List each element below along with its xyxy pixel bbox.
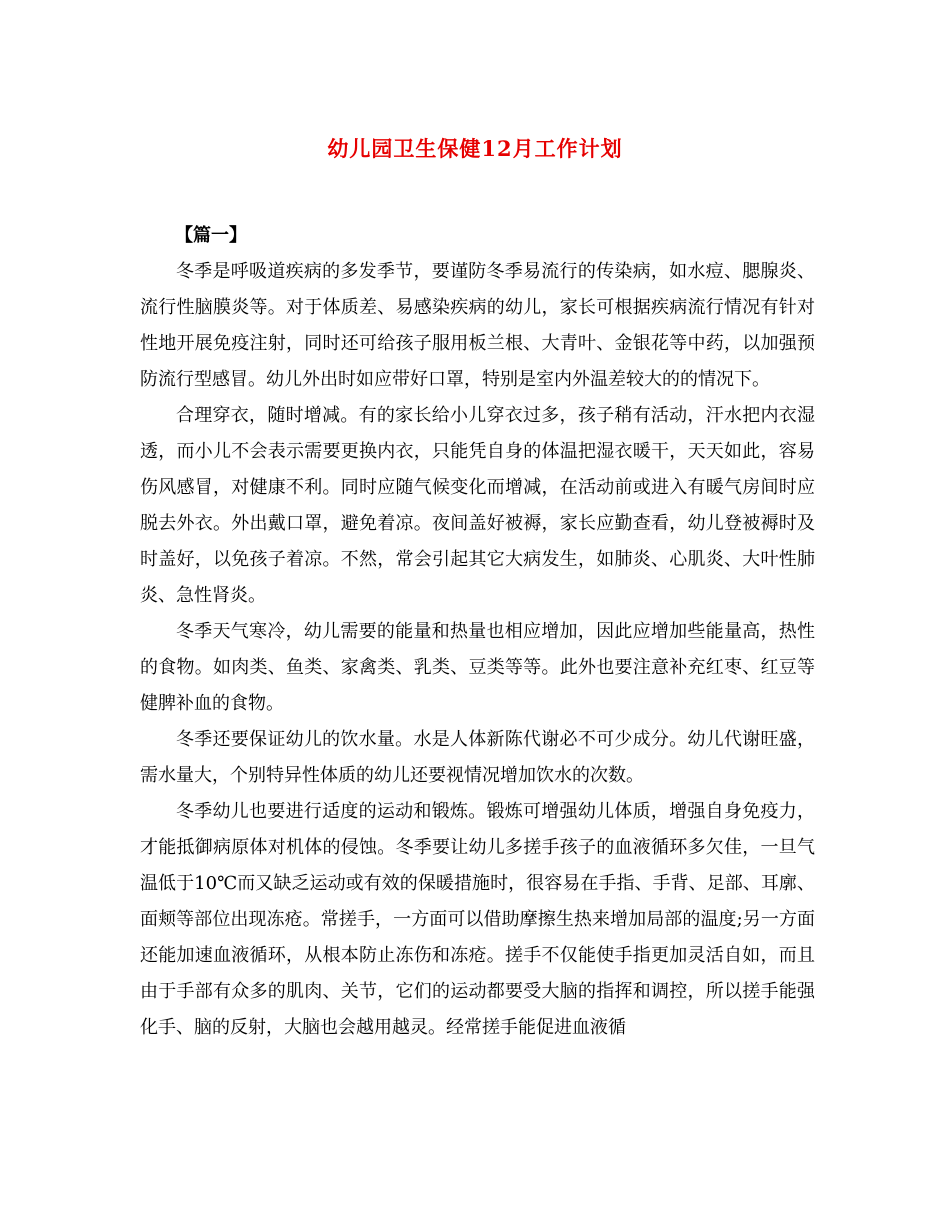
paragraph-3: 冬季天气寒冷，幼儿需要的能量和热量也相应增加，因此应增加些能量高，热性的食物。如肉类、鱼类、家禽类、乳类、豆类等等。此外也要注意补充红枣、红豆等健脾补血的食物。 [140, 621, 815, 714]
document-body [140, 218, 815, 1046]
paragraph-4: 冬季还要保证幼儿的饮水量。水是人体新陈代谢必不可少成分。幼儿代谢旺盛，需水量大，个别特异性体质的幼儿还要视情况增加饮水的次数。 [140, 729, 815, 786]
paragraph-1: 冬季是呼吸道疾病的多发季节，要谨防冬季易流行的传染病，如水痘、腮腺炎、流行性脑膜炎等。对于体质差、易感染疾病的幼儿，家长可根据疾病流行情况有针对性地开展免疫注射，同时还可给孩子服用板兰根、大青叶、金银花等中药，以加强预防流行型感冒。幼儿外出时如应带好口罩，特别是室内外温差较大的的情况下。 [140, 261, 815, 390]
paragraph-2: 合理穿衣，随时增减。有的家长给小儿穿衣过多，孩子稍有活动，汗水把内衣湿透，而小儿不会表示需要更换内衣，只能凭自身的体温把湿衣暖干，天天如此，容易伤风感冒，对健康不利。同时应随气候变化而增减，在活动前或进入有暖气房间时应脱去外衣。外出戴口罩，避免着凉。夜间盖好被褥，家长应勤查看，幼儿登被褥时及时盖好，以免孩子着凉。不然，常会引起其它大病发生，如肺炎、心肌炎、大叶性肺炎、急性肾炎。 [140, 405, 815, 606]
paragraph-5: 冬季幼儿也要进行适度的运动和锻炼。锻炼可增强幼儿体质，增强自身免疫力，才能抵御病原体对机体的侵蚀。冬季要让幼儿多搓手孩子的血液循环多欠佳，一旦气温低于10℃而又缺乏运动或有效的保暖措施时，很容易在手指、手背、足部、耳廓、面颊等部位出现冻疮。常搓手，一方面可以借助摩擦生热来增加局部的温度;另一方面还能加速血液循环，从根本防止冻伤和冻疮。搓手不仅能使手指更加灵活自如，而且由于手部有众多的肌肉、关节，它们的运动都要受大脑的指挥和调控，所以搓手能强化手、脑的反射，大脑也会越用越灵。经常搓手能促进血液循 [140, 801, 815, 1038]
section-label: 【篇一】 [175, 225, 247, 246]
document-title: 幼儿园卫生保健12月工作计划 [327, 136, 623, 161]
